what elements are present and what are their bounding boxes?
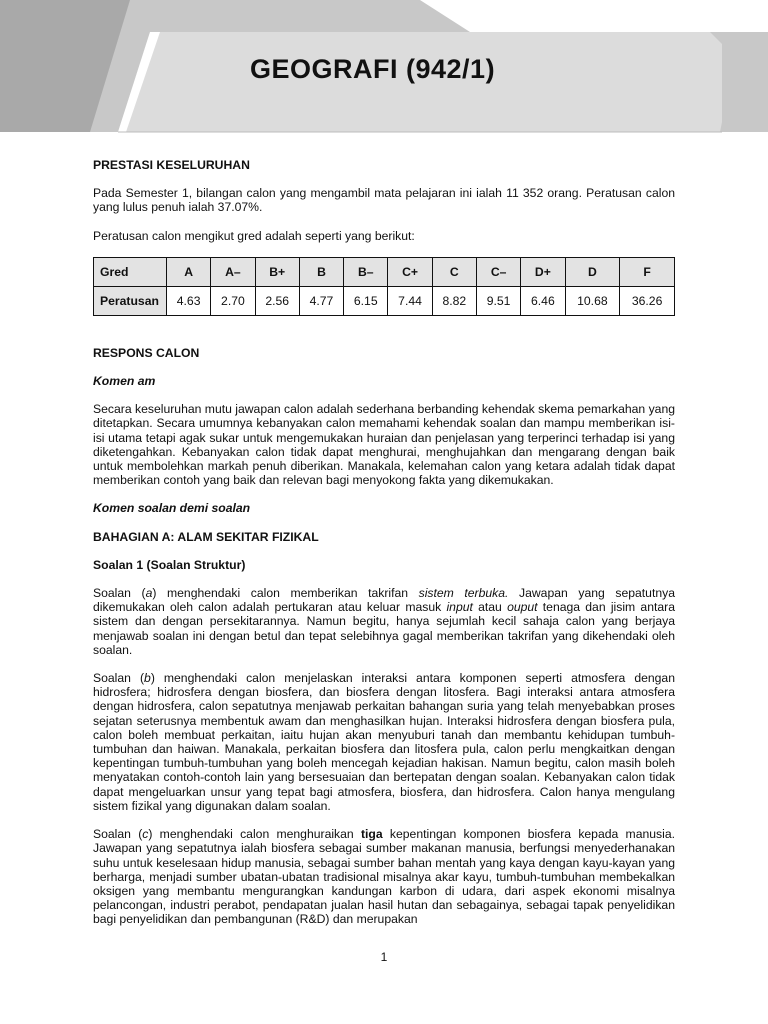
italic-span: a (145, 586, 153, 601)
text-span: Soalan ( (93, 586, 146, 601)
bold-span: tiga (360, 827, 383, 842)
percentage-cell: 2.56 (255, 286, 299, 315)
text-span: ) menghendaki calon menjelaskan interaksi antara komponen seperti atmosfera dengan hidrosfera; hidrosfera dengan biosfera, dan biosfera dengan litosfera. Bagi interaksi antara atmosfera dengan hidrosfera, calon sepatutnya menjawab perkaitan bahangan suria yang telah menyebabkan proses sejatan seterusnya membentuk awam dan menghasilkan hujan. Interaksi hidrosfera dengan biosfera pula, calon boleh membuat perkaitan, iaitu hujan akan menyuburi tanah dan membantu kehidupan tumbuh-tumbuhan dan haiwan. Manakala, perkaitan biosfera dan litosfera pula, calon perlu mengkaitkan dengan kepentingan tumbuh-tumbuhan yang boleh mencegah kejadian hakisan. Namun begitu, calon masih boleh menyatakan contoh-contoh lain yang bersesuaian dan bertepatan dengan soalan. Kebanyakan calon tidak dapat mengeluarkan unsur yang tepat bagi atmosfera, biosfera, dan hidrosfera. Calon hanya mengulang sistem fizikal yang digunakan dalam soalan. (93, 671, 675, 813)
text-span: Soalan ( (93, 827, 143, 842)
percentage-cell: 9.51 (476, 286, 520, 315)
question-heading-soalan-1: Soalan 1 (Soalan Struktur) (93, 557, 246, 572)
percentage-cell: 7.44 (388, 286, 432, 315)
percentage-row (94, 286, 675, 315)
paragraph-soalan-c (93, 827, 675, 926)
percentage-cell: 10.68 (565, 286, 620, 315)
text-span: atau (472, 600, 508, 615)
subheading-komen-soalan: Komen soalan demi soalan (93, 501, 251, 516)
paragraph-grade-intro: Peratusan calon mengikut gred adalah seperti yang berikut: (93, 228, 415, 243)
percentage-cell: 36.26 (620, 286, 675, 315)
page-title: GEOGRAFI (942/1) (250, 54, 496, 84)
section-heading-prestasi: PRESTASI KESELURUHAN (93, 158, 250, 172)
grade-cell: C+ (388, 257, 432, 286)
grade-table (93, 257, 675, 316)
percentage-cell: 2.70 (211, 286, 255, 315)
italic-span: ouput (507, 600, 538, 615)
grade-cell: F (620, 257, 675, 286)
text-span: Soalan ( (93, 671, 145, 686)
percentage-cell: 8.82 (432, 286, 476, 315)
text-span: ) menghendaki calon memberikan takrifan (152, 586, 419, 601)
grade-cell: D+ (521, 257, 565, 286)
grade-row-label: Gred (94, 257, 167, 286)
text-span: ) menghendaki calon menghuraikan (148, 827, 361, 842)
page-number: 1 (380, 950, 388, 964)
italic-span: sistem terbuka. (418, 586, 509, 601)
italic-span: b (144, 671, 151, 686)
section-heading-respons: RESPONS CALON (93, 345, 200, 360)
grade-cell: A– (211, 257, 255, 286)
paragraph-soalan-b (93, 671, 675, 813)
percentage-cell: 6.46 (521, 286, 565, 315)
text-span: Jawapan yang sepatutnya dikemukakan oleh calon adalah pertukaran atau keluar masuk (93, 586, 675, 615)
grade-cell: C (432, 257, 476, 286)
grade-cell: B– (344, 257, 388, 286)
grade-cell: C– (476, 257, 520, 286)
grade-row (94, 257, 675, 286)
percentage-cell: 6.15 (344, 286, 388, 315)
italic-span: input (446, 600, 473, 615)
text-span: tenaga dan jisim antara sistem dan dengan persekitarannya. Namun begitu, hanya sejumlah kecil sahaja calon yang berjaya menjawab soalan ini dengan betul dan tepat selebihnya gagal memberikan takrifan yang dikehendaki oleh soalan. (93, 600, 675, 657)
grade-cell: B (299, 257, 343, 286)
grade-cell: A (167, 257, 211, 286)
percentage-cell: 4.63 (167, 286, 211, 315)
paragraph-intro: Pada Semester 1, bilangan calon yang mengambil mata pelajaran ini ialah 11 352 orang. Peratusan calon yang lulus penuh ialah 37.07%. (93, 186, 675, 215)
grade-cell: B+ (255, 257, 299, 286)
italic-span: c (142, 827, 149, 842)
text-span: kepentingan komponen biosfera kepada manusia. Jawapan yang sepatutnya ialah biosfera sebagai sumber makanan manusia, berfungsi menyederhanakan suhu untuk keselesaan hidup manusia, sebagai sumber bahan mentah yang kaya dengan kayu-kayan yang berharga, menjadi sumber ubatan-ubatan tradisional misalnya akar kayu, tumbuh-tumbuhan membekalkan oksigen yang membantu mengurangkan kandungan karbon di udara, dari aspek ekonomi misalnya pelancongan, industri perabot, pendapatan jualan hasil hutan dan sebagainya, sebagai tapak penyelidikan bagi penyelidikan dan pembangunan (R&D) dan merupakan (93, 827, 675, 927)
paragraph-komen-am: Secara keseluruhan mutu jawapan calon adalah sederhana berbanding kehendak skema pemarkahan yang ditetapkan. Secara umumnya kebanyakan calon memahami kehendak soalan dan mampu memberikan isi-isi utama tetapi agak sukar untuk mengemukakan huraian dan penjelasan yang terperinci terhadap isi yang diketengahkan. Kebanyakan calon tidak dapat menghurai, menghujahkan dan mengarang dengan baik untuk membolehkan markah penuh diberikan. Manakala, kelemahan calon yang ketara adalah tidak dapat memberikan contoh yang baik dan relevan bagi menyokong fakta yang dikemukakan. (93, 402, 676, 488)
section-heading-bahagian-a: BAHAGIAN A: ALAM SEKITAR FIZIKAL (93, 529, 319, 544)
paragraph-soalan-a (93, 586, 675, 657)
percentage-cell: 4.77 (299, 286, 343, 315)
grade-cell: D (565, 257, 620, 286)
subheading-komen-am: Komen am (93, 374, 156, 389)
document-body (93, 158, 675, 941)
percentage-row-label: Peratusan (94, 286, 167, 315)
